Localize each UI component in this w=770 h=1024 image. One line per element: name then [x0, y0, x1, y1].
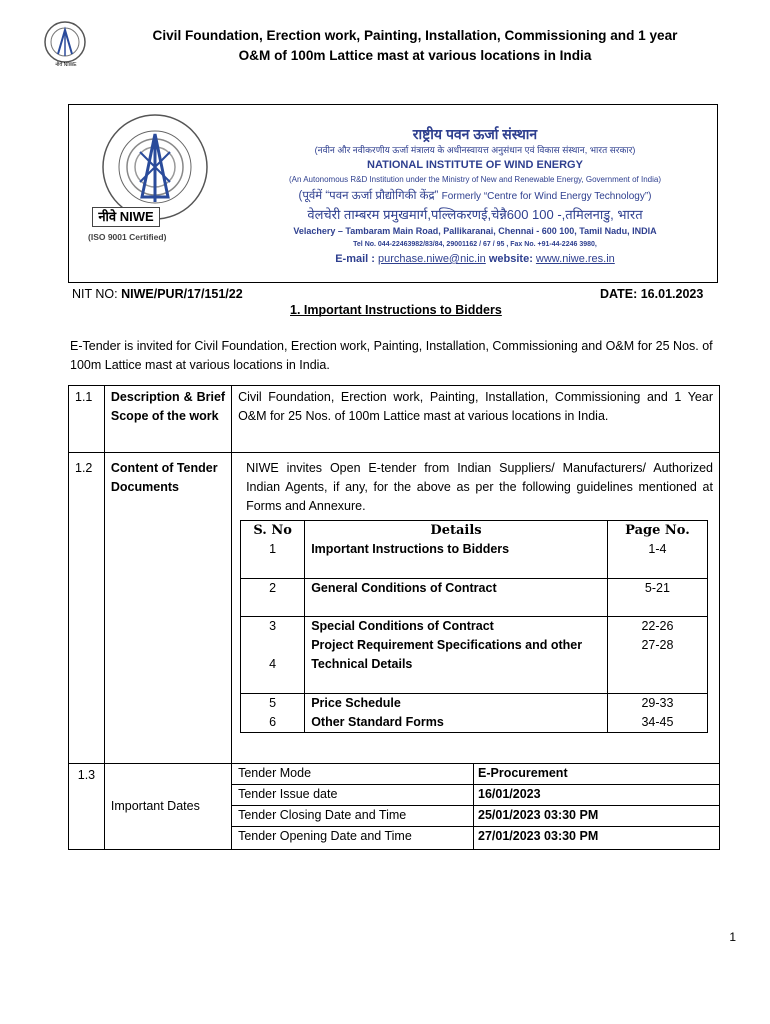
contents-page: 29-33 — [607, 694, 707, 714]
address-english: Velachery – Tambaram Main Road, Pallikaranai, Chennai - 600 100, Tamil Nadu, INDIA — [293, 226, 657, 236]
table-row — [69, 386, 720, 453]
table-row — [69, 453, 720, 764]
row-number: 1.2 — [69, 453, 105, 764]
document-title — [100, 26, 730, 66]
contents-page: 27-28 — [607, 636, 707, 694]
contents-sno: 1 — [241, 540, 305, 578]
address-hindi: वेलचेरी ताम्बरम प्रमुखमार्ग,पल्लिकरणई,चेन्नै600 100 -,तमिलनाडु, भारत — [307, 207, 643, 222]
contents-row — [241, 616, 708, 636]
date-label: Tender Opening Date and Time — [232, 827, 474, 850]
contents-table — [240, 520, 708, 733]
date-label: Tender Closing Date and Time — [232, 806, 474, 827]
header-details: Details — [305, 521, 608, 541]
row-text: NIWE invites Open E-tender from Indian Suppliers/ Manufacturers/ Authorized Indian Agents, if any, for the above as per the following guidelines mentioned at Forms and Annexure. — [246, 461, 713, 513]
contents-row — [241, 578, 708, 616]
row-number: 1.1 — [69, 386, 105, 453]
contents-page: 5-21 — [607, 578, 707, 616]
header-page-no: Page No. — [607, 521, 707, 541]
contents-detail: Other Standard Forms — [305, 713, 608, 733]
contact-line — [240, 251, 710, 267]
header-sno: S. No — [241, 521, 305, 541]
date-value: 27/01/2023 03:30 PM — [474, 827, 720, 850]
contents-header-row — [241, 521, 708, 541]
contents-detail: Special Conditions of Contract — [305, 616, 608, 636]
contents-detail: General Conditions of Contract — [305, 578, 608, 616]
title-line-2: O&M of 100m Lattice mast at various locations in India — [238, 48, 592, 63]
page-number: 1 — [729, 930, 736, 944]
contents-sno: 5 — [241, 694, 305, 714]
intro-paragraph: E-Tender is invited for Civil Foundation, Erection work, Painting, Installation, Commissioning and O&M for 25 Nos. of 100m Lattice mast at various locations in India. — [70, 339, 713, 372]
small-logo-text: नीवे NIWE — [55, 62, 77, 68]
section-heading — [290, 301, 502, 320]
document-date: DATE: 16.01.2023 — [600, 287, 704, 301]
website-link[interactable]: www.niwe.res.in — [535, 253, 615, 265]
contents-page: 34-45 — [607, 713, 707, 733]
contents-row — [241, 636, 708, 694]
date-value: 25/01/2023 03:30 PM — [474, 806, 720, 827]
contents-page: 1-4 — [607, 540, 707, 578]
contents-detail: Project Requirement Specifications and other Technical Details — [305, 636, 608, 694]
contents-row — [241, 713, 708, 733]
telephone-fax: Tel No. 044-22463982/83/84, 29001162 / 67 / 95 , Fax No. +91-44-2246 3980, — [353, 241, 597, 248]
formerly-line — [240, 187, 710, 206]
instructions-table — [68, 385, 720, 850]
website-label: website: — [488, 253, 533, 265]
contents-row — [241, 540, 708, 578]
iso-certification: (ISO 9001 Certified) — [88, 232, 167, 242]
email-link[interactable]: purchase.niwe@nic.in — [378, 253, 486, 265]
contents-sno: 3 — [241, 616, 305, 636]
contents-sno: 2 — [241, 578, 305, 616]
table-row — [69, 764, 720, 785]
row-label: Content of Tender Documents — [104, 453, 231, 764]
nit-number — [72, 285, 243, 304]
date-label: Tender Mode — [232, 764, 474, 785]
letterhead-text — [240, 125, 710, 267]
contents-detail: Important Instructions to Bidders — [305, 540, 608, 578]
nit-value: NIWE/PUR/17/151/22 — [121, 287, 243, 301]
contents-sno: 4 — [241, 636, 305, 694]
institute-name-english: NATIONAL INSTITUTE OF WIND ENERGY — [367, 159, 583, 171]
title-line-1: Civil Foundation, Erection work, Painting, Installation, Commissioning and 1 year — [152, 28, 678, 43]
section-heading-text: 1. Important Instructions to Bidders — [290, 303, 502, 317]
row-label: Description & Brief Scope of the work — [104, 386, 231, 453]
institute-name-hindi: राष्ट्रीय पवन ऊर्जा संस्थान — [412, 126, 538, 142]
niwe-small-logo — [40, 20, 90, 78]
row-text: Civil Foundation, Erection work, Painting, Installation, Commissioning and 1 Year O&M for 25 Nos. of 100m Lattice mast at various locations in India. — [232, 386, 720, 453]
niwe-badge: नीवे NIWE — [92, 207, 160, 227]
contents-row — [241, 694, 708, 714]
row-label: Important Dates — [104, 764, 231, 850]
row-content — [232, 453, 720, 764]
email-label: E-mail : — [335, 253, 375, 265]
contents-sno: 6 — [241, 713, 305, 733]
date-value: E-Procurement — [474, 764, 720, 785]
formerly-hindi: (पूर्वमें “पवन ऊर्जा प्रौद्योगिकी केंद्र” — [298, 190, 439, 202]
row-number: 1.3 — [69, 764, 105, 850]
date-value: 16/01/2023 — [474, 785, 720, 806]
institute-sub-hindi: (नवीन और नवीकरणीय ऊर्जा मंत्रालय के अधीनस्वायत्त अनुसंधान एवं विकास संस्थान, भारत सरकार) — [314, 145, 636, 155]
formerly-english: Formerly “Centre for Wind Energy Technology”) — [441, 191, 652, 202]
date-label: Tender Issue date — [232, 785, 474, 806]
contents-page: 22-26 — [607, 616, 707, 636]
institute-autonomous: (An Autonomous R&D Institution under the Ministry of New and Renewable Energy, Government of India) — [288, 175, 662, 184]
nit-label: NIT NO: — [72, 287, 118, 301]
contents-detail: Price Schedule — [305, 694, 608, 714]
